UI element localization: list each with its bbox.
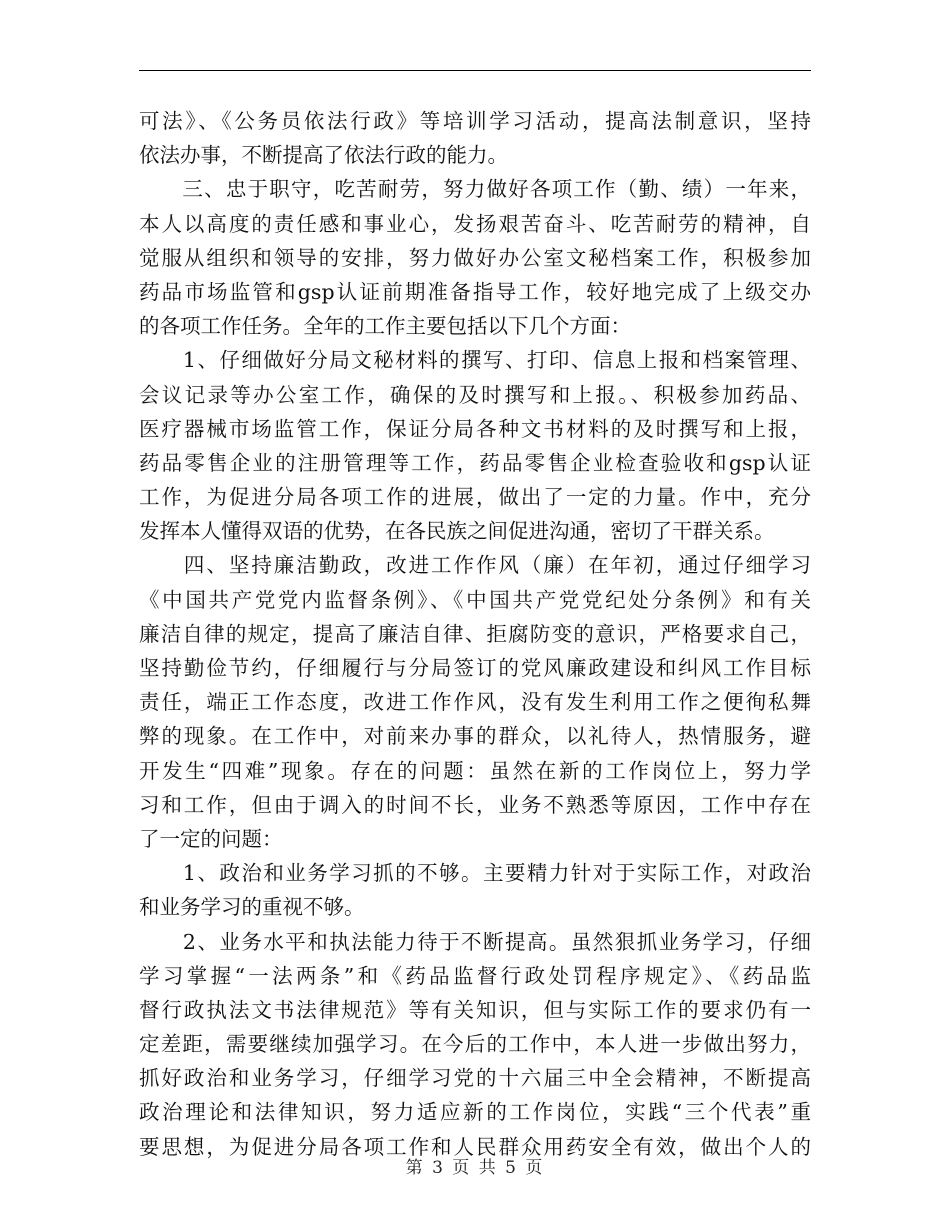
text-line: 弊的现象。在工作中，对前来办事的群众，以礼待人，热情服务，避 [139,724,811,749]
text-line: 医疗器械市场监管工作，保证分局各种文书材料的及时撰写和上报， [139,416,811,441]
text-line: 政治理论和法律知识，努力适应新的工作岗位，实践“三个代表”重 [139,1100,811,1125]
document-body [139,104,811,1164]
text-line: 的各项工作任务。全年的工作主要包括以下几个方面： [139,314,631,339]
text-line: 三、忠于职守，吃苦耐劳，努力做好各项工作（勤、绩）一年来， [139,177,811,202]
text-line: 依法办事，不断提高了依法行政的能力。 [139,143,508,168]
text-line: 廉洁自律的规定，提高了廉洁自律、拒腐防变的意识，严格要求自己， [139,621,811,646]
text-line: 药品市场监管和gsp认证前期准备指导工作，较好地完成了上级交办 [139,279,811,304]
text-line: 可法》、《公务员依法行政》等培训学习活动，提高法制意识，坚持 [139,109,811,133]
text-line: 抓好政治和业务学习，仔细学习党的十六届三中全会精神，不断提高 [139,1066,811,1091]
text-line: 1、仔细做好分局文秘材料的撰写、打印、信息上报和档案管理、 [139,348,811,373]
text-line: 四、坚持廉洁勤政，改进工作作风（廉）在年初，通过仔细学习 [139,553,811,578]
text-line: 开发生“四难”现象。存在的问题：虽然在新的工作岗位上，努力学 [139,758,811,783]
text-line: 责任，端正工作态度，改进工作作风，没有发生利用工作之便徇私舞 [139,690,811,715]
text-line: 工作，为促进分局各项工作的进展，做出了一定的力量。作中，充分 [139,485,811,510]
text-line: 《中国共产党党内监督条例》、《中国共产党党纪处分条例》和有关 [139,587,811,612]
text-line: 2、业务水平和执法能力待于不断提高。虽然狠抓业务学习，仔细 [139,929,811,954]
text-line: 觉服从组织和领导的安排，努力做好办公室文秘档案工作，积极参加 [139,245,811,270]
text-line: 习和工作，但由于调入的时间不长，业务不熟悉等原因，工作中存在 [139,792,811,817]
text-line: 药品零售企业的注册管理等工作，药品零售企业检查验收和gsp认证 [139,450,811,475]
text-line: 了一定的问题： [139,826,283,851]
text-line: 本人以高度的责任感和事业心，发扬艰苦奋斗、吃苦耐劳的精神，自 [139,211,811,236]
text-line: 发挥本人懂得双语的优势，在各民族之间促进沟通，密切了干群关系。 [139,519,775,544]
text-line: 学习掌握“一法两条”和《药品监督行政处罚程序规定》、《药品监 [139,963,811,988]
page-footer: 第 3 页 共 5 页 [405,1158,545,1178]
text-line: 要思想，为促进分局各项工作和人民群众用药安全有效，做出个人的 [139,1134,811,1159]
text-line: 坚持勤俭节约，仔细履行与分局签订的党风廉政建设和纠风工作目标 [139,656,811,680]
text-line: 1、政治和业务学习抓的不够。主要精力针对于实际工作，对政治 [139,861,811,886]
header-rule [139,70,811,71]
text-line: 会议记录等办公室工作，确保的及时撰写和上报。、积极参加药品、 [139,382,811,407]
text-line: 和业务学习的重视不够。 [139,895,365,920]
text-line: 督行政执法文书法律规范》等有关知识，但与实际工作的要求仍有一 [139,997,811,1022]
text-line: 定差距，需要继续加强学习。在今后的工作中，本人进一步做出努力， [139,1032,811,1057]
